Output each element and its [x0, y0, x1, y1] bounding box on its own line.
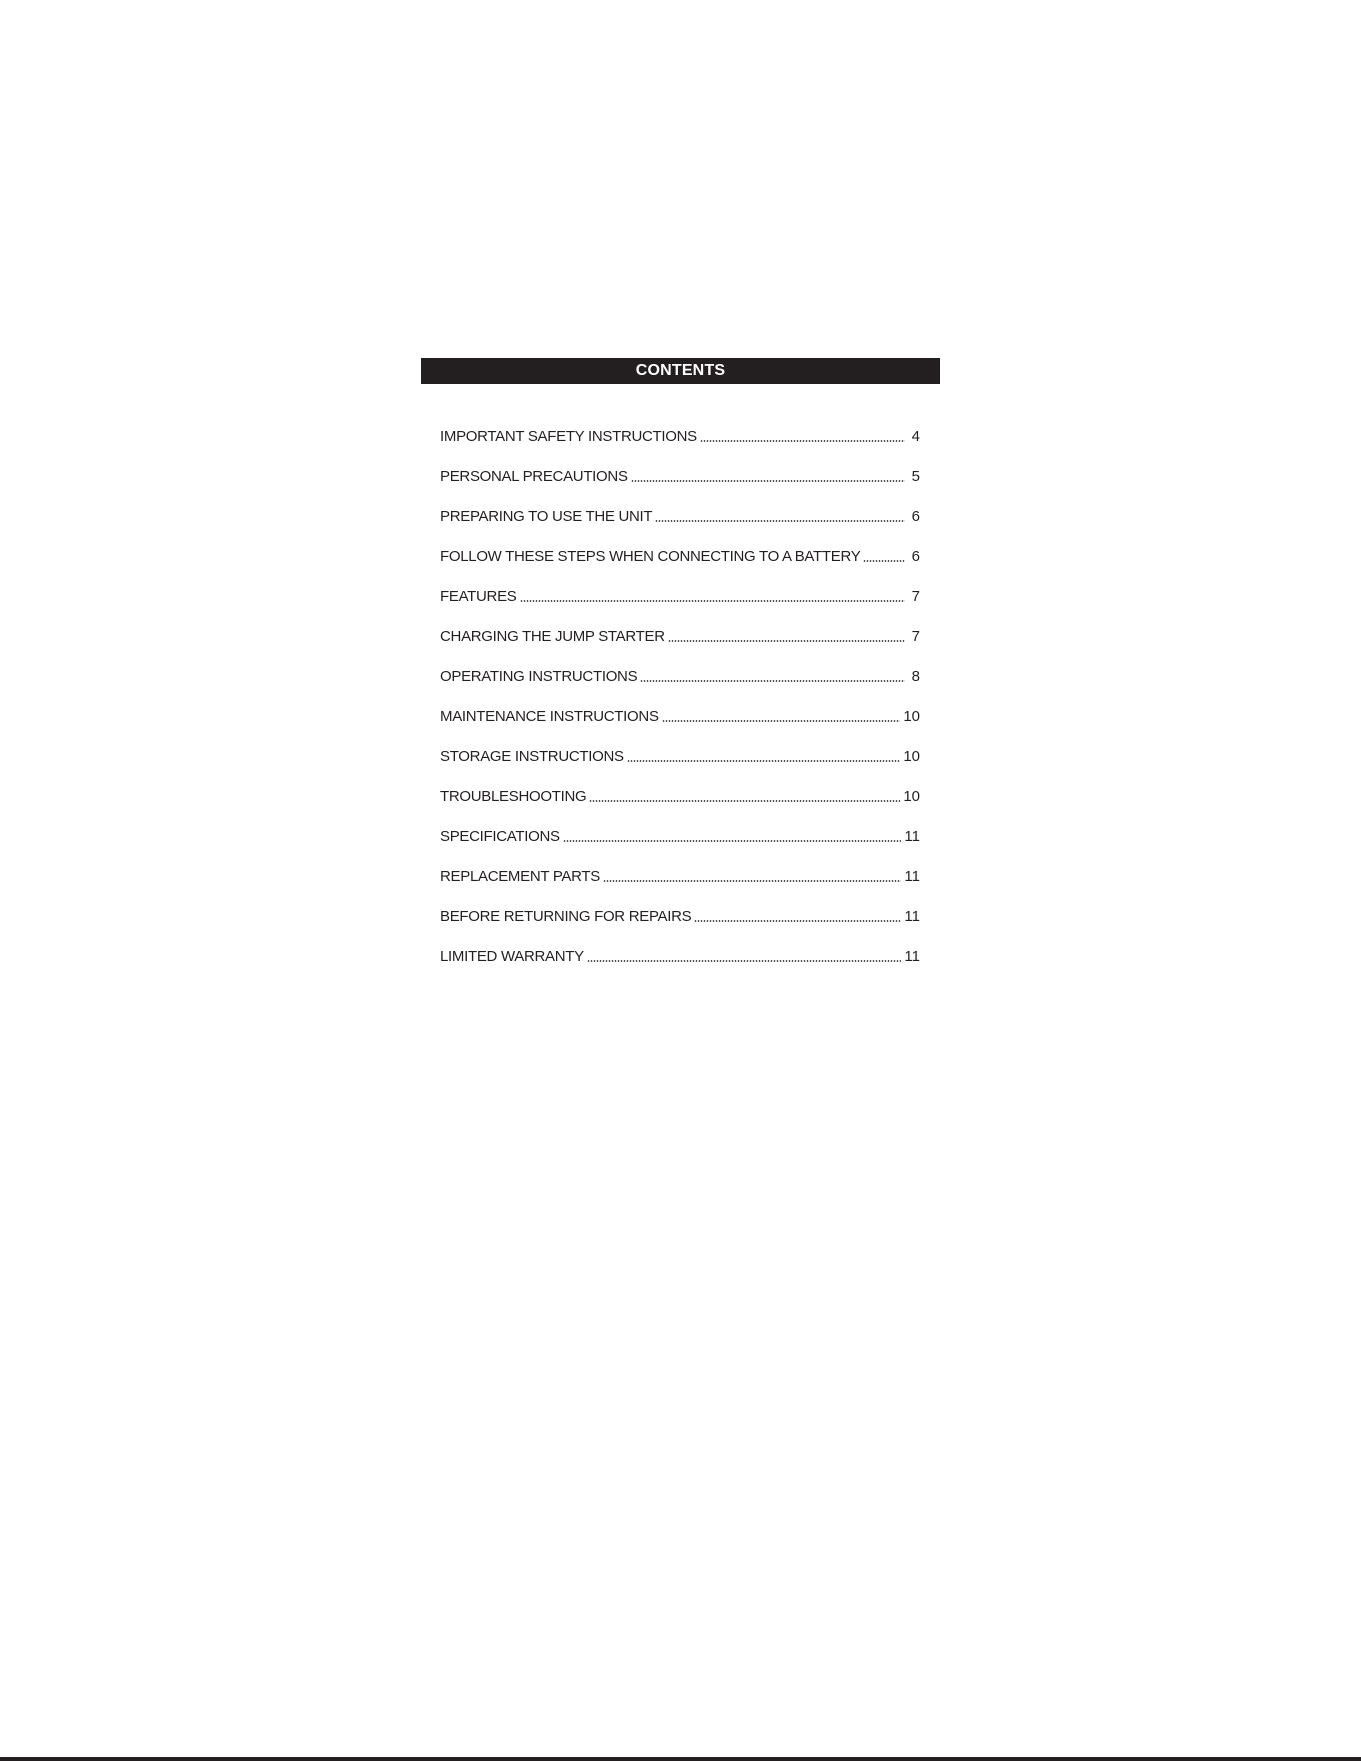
- toc-entry-label: TROUBLESHOOTING: [440, 788, 587, 805]
- dot-leader: [589, 800, 900, 802]
- toc-entry[interactable]: [440, 546, 920, 566]
- toc-entry-label: FEATURES: [440, 588, 517, 605]
- dot-leader: [662, 720, 901, 722]
- toc-entry[interactable]: [440, 706, 920, 726]
- toc-entry-page: 11: [904, 908, 920, 925]
- toc-entry[interactable]: [440, 786, 920, 806]
- contents-panel: [421, 358, 940, 965]
- dot-leader: [655, 520, 905, 522]
- toc-entry-page: 10: [903, 788, 920, 805]
- toc-entry[interactable]: [440, 586, 920, 606]
- toc-entry-page: 11: [904, 948, 920, 965]
- toc-entry-page: 5: [911, 468, 920, 485]
- toc-entry[interactable]: [440, 426, 920, 446]
- dot-leader: [631, 480, 905, 482]
- toc-entry[interactable]: [440, 506, 920, 526]
- toc-entry-page: 11: [904, 828, 920, 845]
- toc-entry-label: OPERATING INSTRUCTIONS: [440, 668, 638, 685]
- toc-entry-page: 7: [911, 628, 920, 645]
- dot-leader: [603, 880, 901, 882]
- toc-entry[interactable]: [440, 826, 920, 846]
- toc-entry-page: 6: [911, 548, 920, 565]
- toc-entry[interactable]: [440, 866, 920, 886]
- dot-leader: [700, 440, 905, 442]
- toc-entry-label: SPECIFICATIONS: [440, 828, 560, 845]
- dot-leader: [587, 960, 902, 962]
- toc-entry-page: 11: [904, 868, 920, 885]
- dot-leader: [640, 680, 905, 682]
- toc-entry-page: 10: [903, 748, 920, 765]
- toc-entry-label: FOLLOW THESE STEPS WHEN CONNECTING TO A BATTERY: [440, 548, 861, 565]
- toc-entry-label: PREPARING TO USE THE UNIT: [440, 508, 653, 525]
- toc-entry[interactable]: [440, 746, 920, 766]
- toc-entry[interactable]: [440, 666, 920, 686]
- toc-entry[interactable]: [440, 626, 920, 646]
- dot-leader: [520, 600, 906, 602]
- toc-entry-label: PERSONAL PRECAUTIONS: [440, 468, 628, 485]
- dot-leader: [863, 560, 905, 562]
- toc-entry-label: MAINTENANCE INSTRUCTIONS: [440, 708, 659, 725]
- toc-entry-label: CHARGING THE JUMP STARTER: [440, 628, 665, 645]
- toc-entry-page: 4: [911, 428, 920, 445]
- bottom-rule: [0, 1757, 1361, 1761]
- dot-leader: [668, 640, 905, 642]
- toc-entry-label: LIMITED WARRANTY: [440, 948, 584, 965]
- toc-entry-label: REPLACEMENT PARTS: [440, 868, 600, 885]
- toc-entry-page: 7: [911, 588, 920, 605]
- dot-leader: [627, 760, 901, 762]
- toc-entry[interactable]: [440, 466, 920, 486]
- toc-entry[interactable]: [440, 946, 920, 966]
- dot-leader: [563, 840, 902, 842]
- toc-entry-label: STORAGE INSTRUCTIONS: [440, 748, 624, 765]
- toc-entry-page: 6: [911, 508, 920, 525]
- toc-entry-page: 8: [911, 668, 920, 685]
- contents-header: CONTENTS: [421, 358, 940, 384]
- toc-entry-page: 10: [903, 708, 920, 725]
- toc-entry[interactable]: [440, 906, 920, 926]
- toc-entry-label: BEFORE RETURNING FOR REPAIRS: [440, 908, 692, 925]
- toc-entry-label: IMPORTANT SAFETY INSTRUCTIONS: [440, 428, 697, 445]
- dot-leader: [694, 920, 901, 922]
